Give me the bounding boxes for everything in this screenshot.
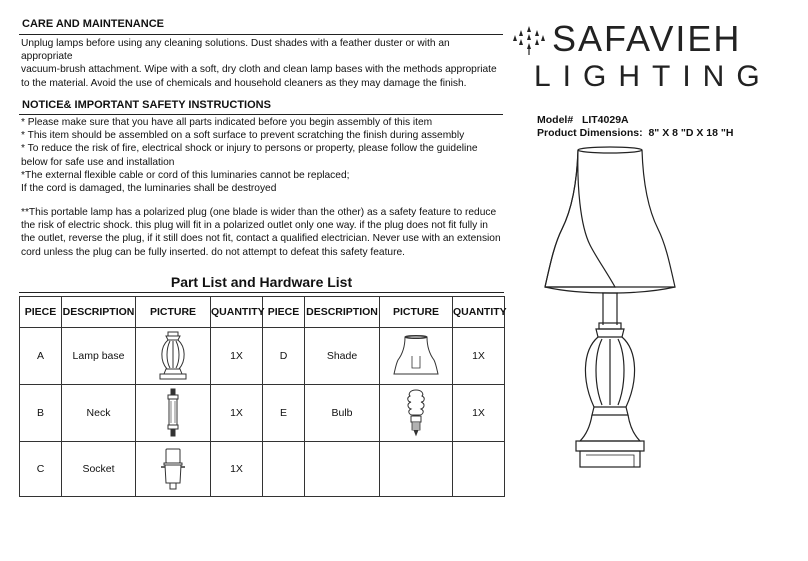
- col-header-description: DESCRIPTION: [62, 297, 136, 328]
- shade-icon: [392, 334, 440, 378]
- col-header-piece: PIECE: [20, 297, 62, 328]
- picture-cell: [380, 442, 453, 497]
- table-row: [20, 442, 505, 497]
- brand-sub: LIGHTING: [534, 60, 772, 93]
- parts-table: [19, 296, 505, 497]
- table-row: [20, 328, 505, 385]
- neck-icon: [163, 388, 183, 438]
- picture-cell: [380, 385, 453, 442]
- quantity-cell: [453, 442, 505, 497]
- care-rule: [19, 34, 503, 35]
- col-header-piece: PIECE: [263, 297, 305, 328]
- quantity-cell: 1X: [453, 385, 505, 442]
- notice-line: If the cord is damaged, the luminaries shall be destroyed: [21, 183, 277, 195]
- dimensions-line: [537, 127, 733, 139]
- chandelier-icon: [512, 26, 546, 56]
- quantity-cell: 1X: [453, 328, 505, 385]
- piece-cell: B: [20, 385, 62, 442]
- notice-text: [21, 116, 503, 195]
- parts-rule: [19, 292, 504, 293]
- description-cell: Lamp base: [62, 328, 136, 385]
- care-line: appropriate: [21, 51, 73, 63]
- table-row: [20, 385, 505, 442]
- table-header-row: [20, 297, 505, 328]
- brand-name: SAFAVIEH: [552, 18, 742, 59]
- notice-line: below for safe use and installation: [21, 156, 175, 168]
- piece-cell: A: [20, 328, 62, 385]
- care-line: Unplug lamps before using any cleaning solutions. Dust shades with a feather duster or with an: [21, 38, 450, 49]
- piece-cell: [263, 442, 305, 497]
- description-cell: [305, 442, 380, 497]
- notice-line: *The external flexible cable or cord of this luminaries cannot be replaced;: [21, 169, 350, 181]
- model-line: [537, 114, 629, 126]
- table-lamp-icon: [540, 145, 680, 475]
- picture-cell: [136, 385, 211, 442]
- description-cell: Socket: [62, 442, 136, 497]
- care-line: vacuum-brush attachment. Wipe with a soft, dry cloth and clean lamp bases with the methods appropriate: [21, 64, 497, 76]
- model-value: LIT4029A: [581, 114, 629, 126]
- piece-cell: C: [20, 442, 62, 497]
- notice-line: * This item should be assembled on a soft surface to prevent scratching the finish during assembly: [21, 130, 465, 142]
- parts-title: Part List and Hardware List: [170, 274, 353, 290]
- col-header-quantity: QUANTITY: [211, 297, 263, 328]
- polarized-line: cord unless the plug can be fully inserted. do not attempt to defeat this safety feature.: [21, 246, 405, 258]
- care-text: [21, 37, 503, 90]
- care-heading: CARE AND MAINTENANCE: [22, 18, 164, 30]
- picture-cell: [136, 328, 211, 385]
- lamp-base-icon: [156, 331, 190, 381]
- description-cell: Neck: [62, 385, 136, 442]
- col-header-picture: PICTURE: [136, 297, 211, 328]
- col-header-quantity: QUANTITY: [453, 297, 505, 328]
- description-cell: Bulb: [305, 385, 380, 442]
- quantity-cell: 1X: [211, 442, 263, 497]
- col-header-picture: PICTURE: [380, 297, 453, 328]
- notice-heading: NOTICE& IMPORTANT SAFETY INSTRUCTIONS: [22, 99, 271, 111]
- polarized-text: [21, 206, 503, 259]
- notice-line: * To reduce the risk of fire, electrical shock or injury to persons or property, please follow the guideline: [21, 143, 478, 155]
- polarized-line: **This portable lamp has a polarized plug (one blade is wider than the other) as a safety feature to reduce: [21, 207, 497, 218]
- bulb-icon: [404, 388, 428, 438]
- dimensions-label: Product Dimensions:: [537, 127, 643, 139]
- piece-cell: E: [263, 385, 305, 442]
- polarized-line: the outlet, reverse the plug, if it still does not fit, contact a qualified electrician. Never use with an extension: [21, 233, 501, 245]
- model-label: Model#: [537, 114, 574, 126]
- dimensions-value: 8" X 8 "D X 18 "H: [648, 127, 734, 139]
- picture-cell: [380, 328, 453, 385]
- notice-line: * Please make sure that you have all parts indicated before you begin assembly of this item: [21, 117, 433, 128]
- quantity-cell: 1X: [211, 328, 263, 385]
- piece-cell: D: [263, 328, 305, 385]
- polarized-line: the risk of electric shock. this plug will fit in a polarized outlet only one way. if the plug does not fit fully in: [21, 220, 488, 232]
- col-header-description: DESCRIPTION: [305, 297, 380, 328]
- care-line: to the material. Avoid the use of chemicals and household cleaners as they may damage the finish.: [21, 77, 467, 89]
- quantity-cell: 1X: [211, 385, 263, 442]
- picture-cell: [136, 442, 211, 497]
- socket-icon: [158, 447, 188, 491]
- description-cell: Shade: [305, 328, 380, 385]
- notice-rule: [19, 114, 503, 115]
